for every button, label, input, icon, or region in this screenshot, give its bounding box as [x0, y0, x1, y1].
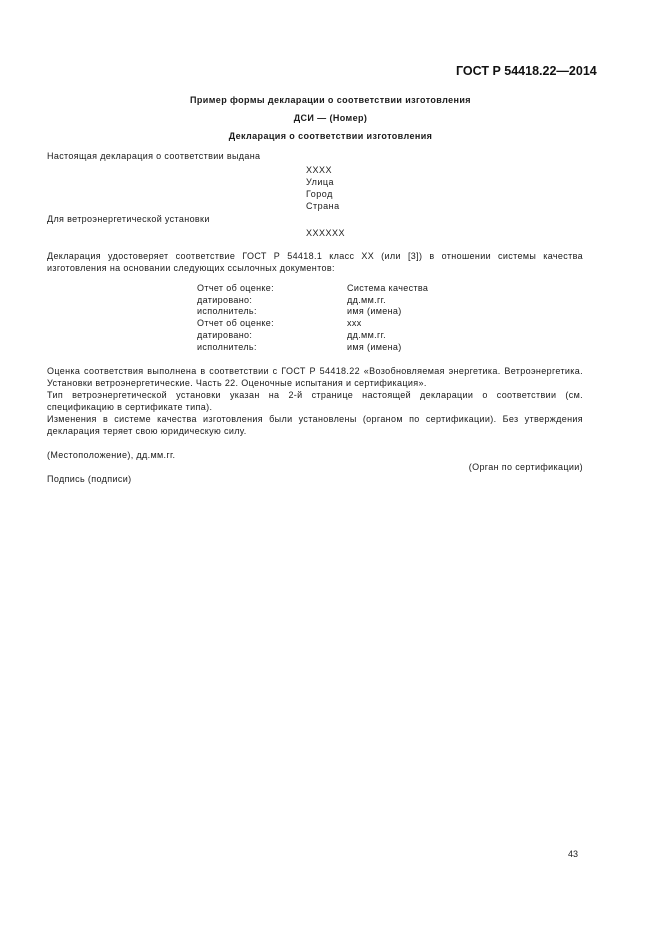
reference-row	[197, 318, 428, 330]
turbine-value: XXXXXX	[306, 228, 346, 238]
reference-key: исполнитель:	[197, 341, 257, 352]
example-title: Пример формы декларации о соответствии изготовления	[190, 95, 471, 105]
declaration-title: Декларация о соответствии изготовления	[228, 131, 433, 141]
address-city: Город	[306, 189, 333, 199]
dsi-number: ДСИ — (Номер)	[293, 113, 368, 123]
reference-key: датировано:	[197, 294, 253, 305]
reference-row	[197, 330, 428, 342]
reference-documents-table	[197, 283, 428, 353]
address-country: Страна	[306, 201, 340, 211]
reference-value: имя (имена)	[347, 306, 402, 317]
reference-key: Отчет об оценке:	[197, 283, 274, 293]
reference-key: датировано:	[197, 329, 253, 340]
changes-paragraph: Изменения в системе качества изготовления были установлены (органом по сертификации). Без утверждения декларация теряет свою юридическую силу.	[47, 414, 583, 436]
reference-row	[197, 306, 428, 318]
address-name: XXXX	[306, 165, 333, 175]
reference-key: Отчет об оценке:	[197, 318, 274, 329]
page-number: 43	[568, 849, 579, 859]
document-code: ГОСТ Р 54418.22—2014	[456, 64, 597, 78]
reference-value: Система качества	[347, 283, 429, 293]
address-street: Улица	[306, 177, 335, 187]
certifies-paragraph: Декларация удостоверяет соответствие ГОСТ Р 54418.1 класс XX (или [3]) в отношении системы качества изготовления на основании следующих ссылочных документов:	[47, 251, 583, 273]
certification-body: (Орган по сертификации)	[468, 462, 583, 472]
location-date: (Местоположение), дд.мм.гг.	[47, 450, 176, 460]
reference-row	[197, 342, 428, 354]
reference-row	[197, 283, 428, 295]
reference-value: имя (имена)	[347, 341, 402, 352]
type-paragraph: Тип ветроэнергетической установки указан на 2-й странице настоящей декларации о соответствии (см. спецификацию в сертификате типа).	[47, 390, 583, 412]
reference-value: дд.мм.гг.	[347, 329, 386, 340]
reference-key: исполнитель:	[197, 306, 257, 317]
reference-value: дд.мм.гг.	[347, 294, 386, 305]
reference-value: ххх	[347, 318, 362, 329]
turbine-label: Для ветроэнергетической установки	[47, 214, 210, 224]
issued-label: Настоящая декларация о соответствии выдана	[47, 151, 261, 161]
signature-label: Подпись (подписи)	[47, 474, 132, 484]
assessment-paragraph: Оценка соответствия выполнена в соответствии с ГОСТ Р 54418.22 «Возобновляемая энергетика. Ветроэнергетика. Установки ветроэнергетические. Часть 22. Оценочные испытания и сертификация».	[47, 366, 583, 388]
reference-row	[197, 295, 428, 307]
